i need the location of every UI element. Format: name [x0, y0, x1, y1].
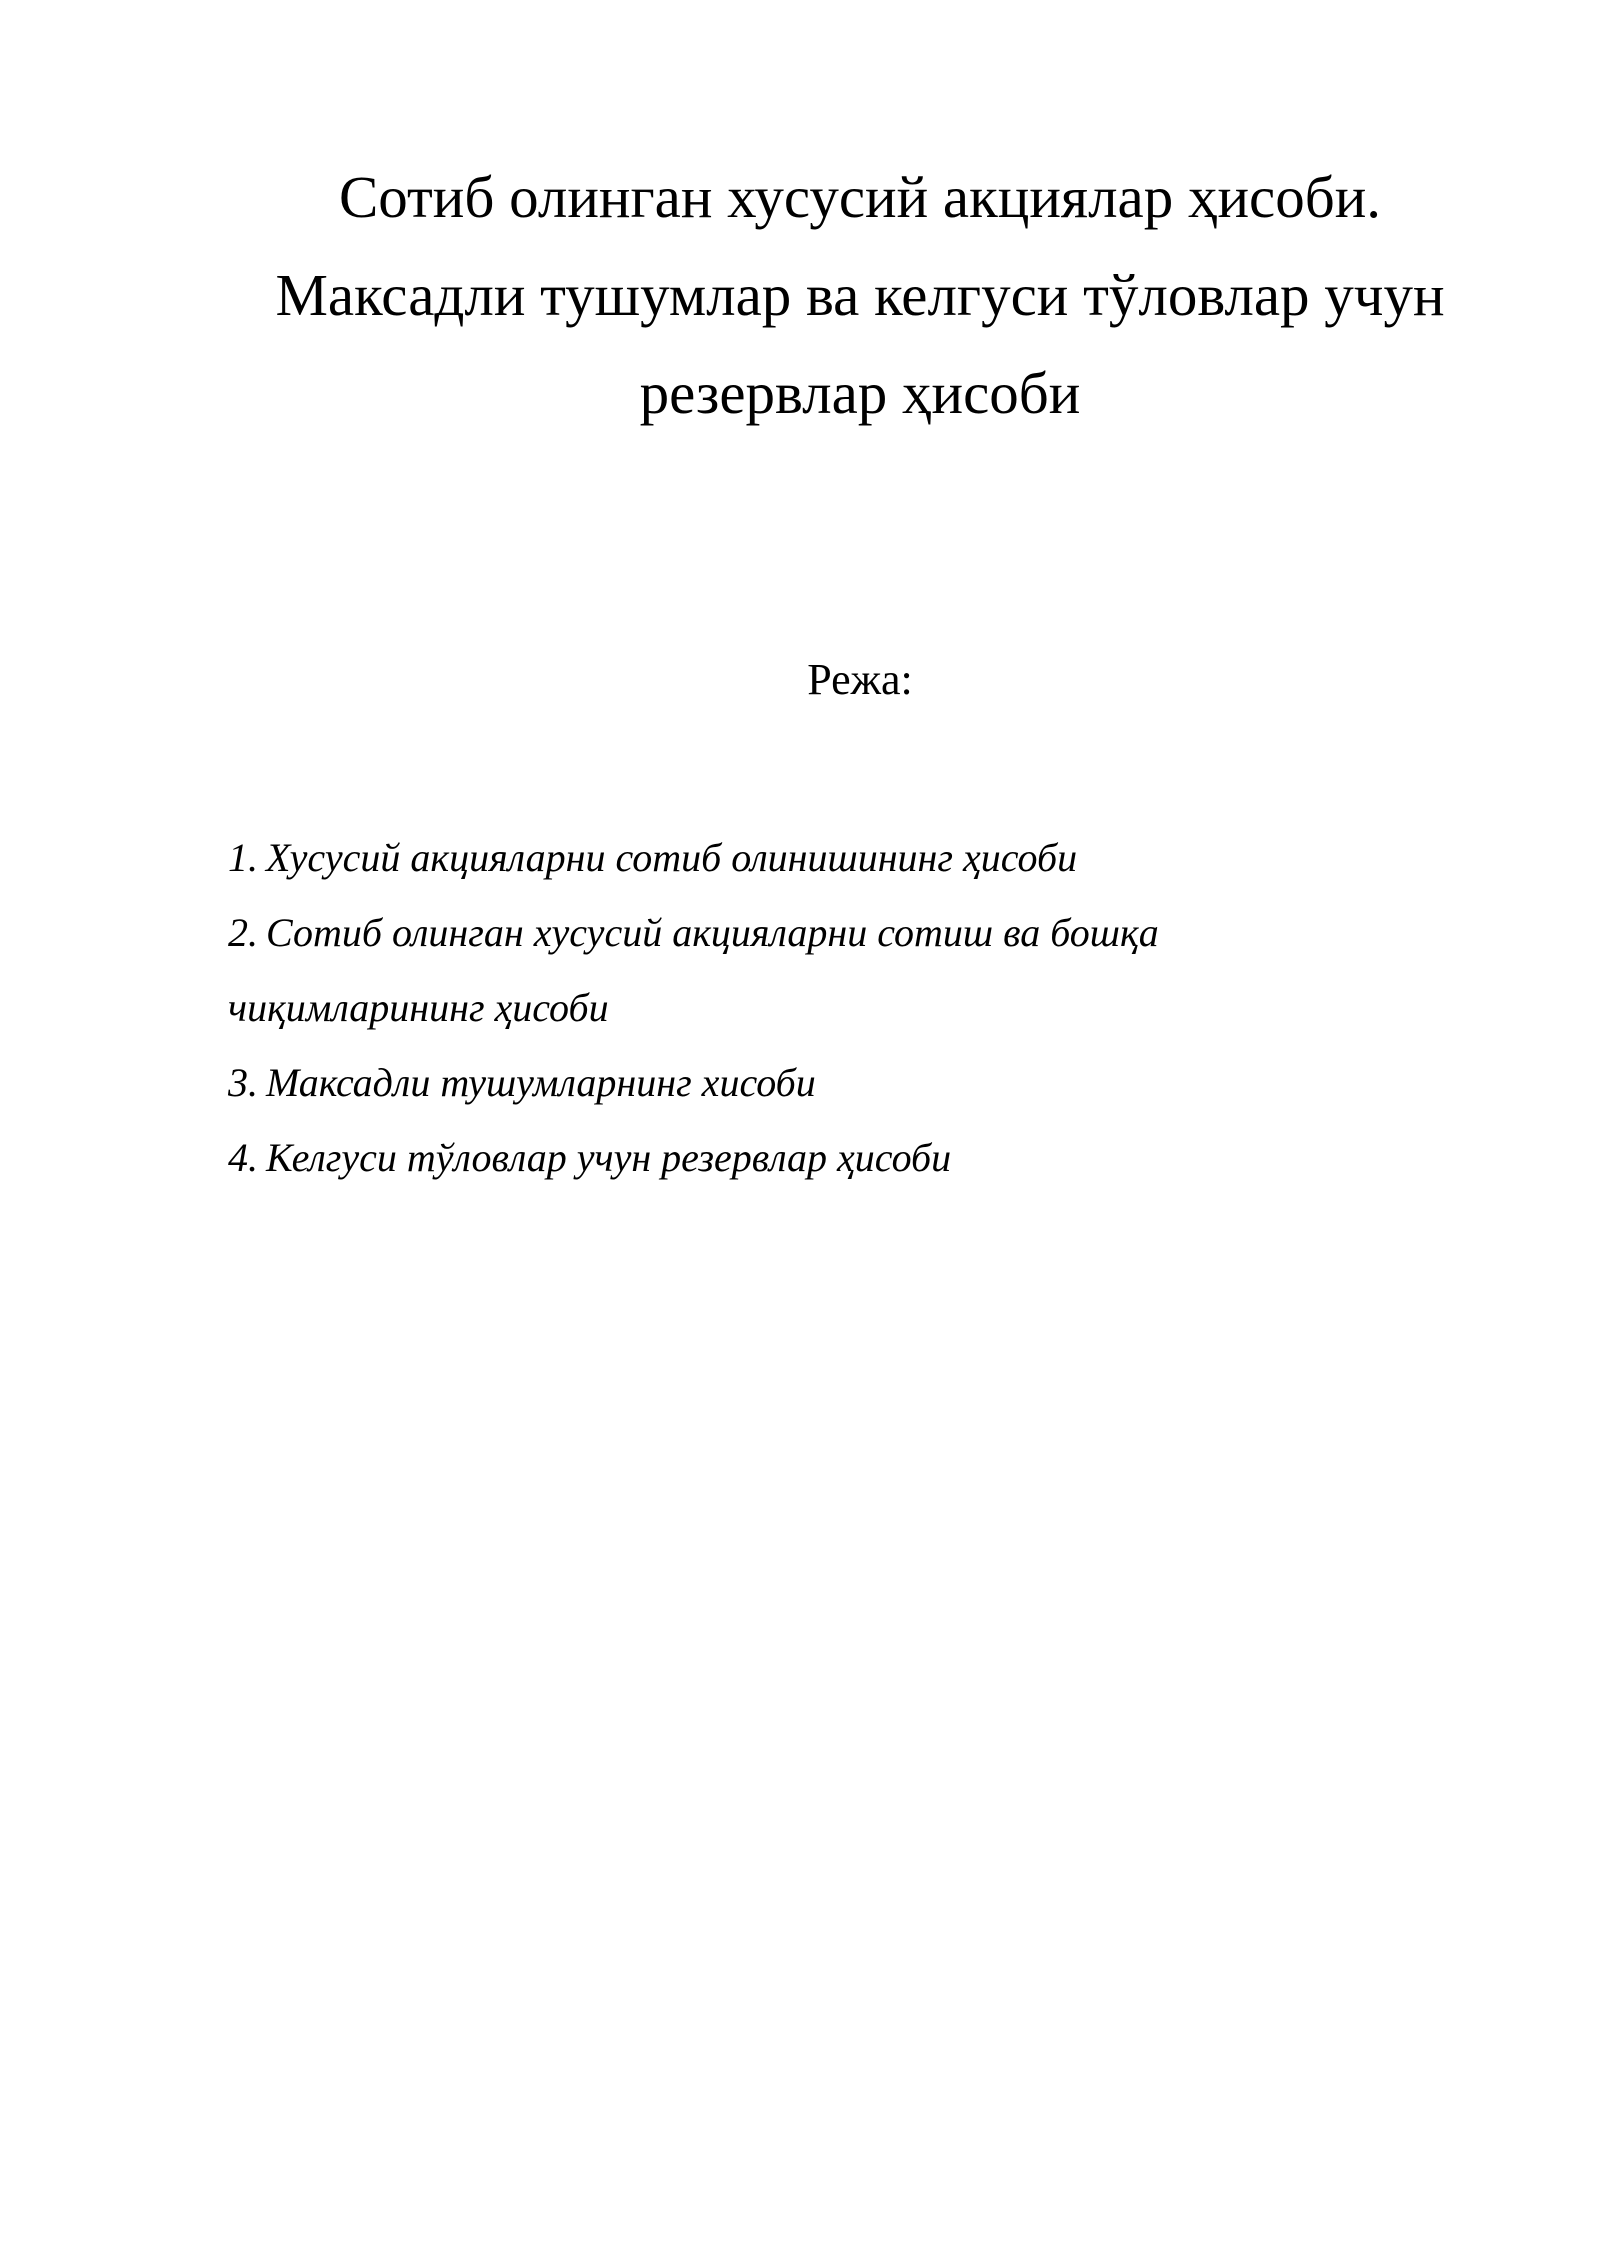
plan-item-2-continuation: [228, 970, 1428, 1045]
plan-item-number: 1.: [228, 835, 258, 880]
plan-item-1: [228, 820, 1428, 895]
plan-item-text: Сотиб олинган хусусий акцияларни сотиш ва бошқа: [266, 910, 1159, 955]
title-line-3: резервлар ҳисоби: [639, 360, 1081, 426]
plan-item-number: 2.: [228, 910, 258, 955]
plan-item-3: [228, 1045, 1428, 1120]
plan-item-number: 4.: [228, 1135, 258, 1180]
plan-list: [228, 820, 1428, 1195]
plan-item-text: Келгуси тўловлар учун резервлар ҳисоби: [266, 1135, 952, 1180]
plan-heading: Режа:: [807, 655, 913, 704]
plan-item-text: Хусусий акцияларни сотиб олинишининг ҳисоби: [266, 835, 1078, 880]
title-line-2: Максадли тушумлар ва келгуси тўловлар учун: [275, 262, 1445, 328]
plan-item-text: Максадли тушумларнинг хисоби: [266, 1060, 816, 1105]
plan-item-4: [228, 1120, 1428, 1195]
plan-item-text-continued: чиқимларининг ҳисоби: [228, 985, 609, 1030]
document-title: [200, 148, 1520, 442]
plan-item-number: 3.: [228, 1060, 258, 1105]
plan-item-2: [228, 895, 1428, 970]
title-line-1: Сотиб олинган хусусий акциялар ҳисоби.: [338, 164, 1382, 230]
